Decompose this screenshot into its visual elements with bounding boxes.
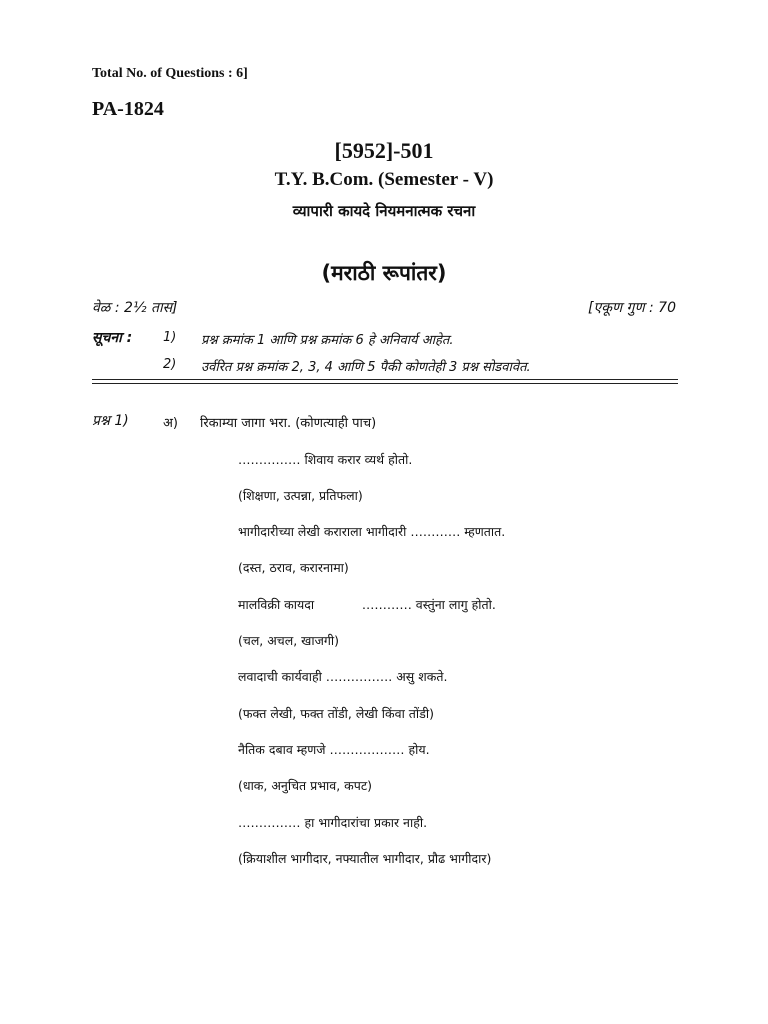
total-marks: [एकूण गुण : 70: [588, 300, 676, 316]
divider-rule: [92, 383, 678, 384]
instruction-text: प्रश्न क्रमांक 1 आणि प्रश्न क्रमांक 6 हे अनिवार्य आहेत.: [201, 333, 454, 348]
divider-rule: [92, 379, 678, 380]
total-questions: Total No. of Questions : 6]: [92, 66, 248, 81]
instruction-text: उर्वरित प्रश्न क्रमांक 2, 3, 4 आणि 5 पैकी कोणतेही 3 प्रश्न सोडवावेत.: [201, 360, 531, 375]
answer-options: (क्रियाशील भागीदार, नफ्यातील भागीदार, प्रौढ भागीदार): [238, 851, 492, 866]
language-version: (मराठी रूपांतर): [321, 261, 447, 285]
answer-options: (धाक, अनुचित प्रभाव, कपट): [238, 778, 373, 793]
question-heading: रिकाम्या जागा भरा. (कोणत्याही पाच): [200, 416, 377, 431]
instruction-number: 2): [163, 357, 177, 372]
course-title: T.Y. B.Com. (Semester - V): [274, 169, 494, 190]
answer-options: (दस्त, ठराव, करारनामा): [238, 560, 349, 575]
subject-title: व्यापारी कायदे नियमनात्मक रचना: [292, 202, 476, 220]
question-label: प्रश्न 1): [92, 413, 129, 429]
answer-options: (फक्त लेखी, फक्त तोंडी, लेखी किंवा तोंडी): [238, 706, 434, 721]
answer-options: (चल, अचल, खाजगी): [238, 633, 340, 648]
answer-options: (शिक्षणा, उत्पन्ना, प्रतिफला): [238, 488, 363, 503]
time-limit: वेळ : 2½ तास]: [92, 300, 178, 316]
blank-statement: मालविक्री कायदा ………… वस्तुंना लागु होतो.: [238, 597, 496, 612]
blank-statement: …………… हा भागीदारांचा प्रकार नाही.: [238, 815, 428, 830]
instructions-label: सूचना :: [92, 330, 133, 346]
blank-statement: भागीदारीच्या लेखी कराराला भागीदारी ………… म्हणतात.: [238, 524, 506, 539]
instruction-number: 1): [163, 330, 177, 345]
blank-statement: नैतिक दबाव म्हणजे ……………… होय.: [238, 742, 430, 757]
paper-id: PA-1824: [92, 98, 164, 120]
blank-statement: लवादाची कार्यवाही ……………. असु शकते.: [238, 669, 448, 684]
blank-statement: …………… शिवाय करार व्यर्थ होतो.: [238, 452, 413, 467]
sub-question-label: अ): [163, 416, 179, 431]
paper-code: [5952]-501: [334, 138, 434, 163]
